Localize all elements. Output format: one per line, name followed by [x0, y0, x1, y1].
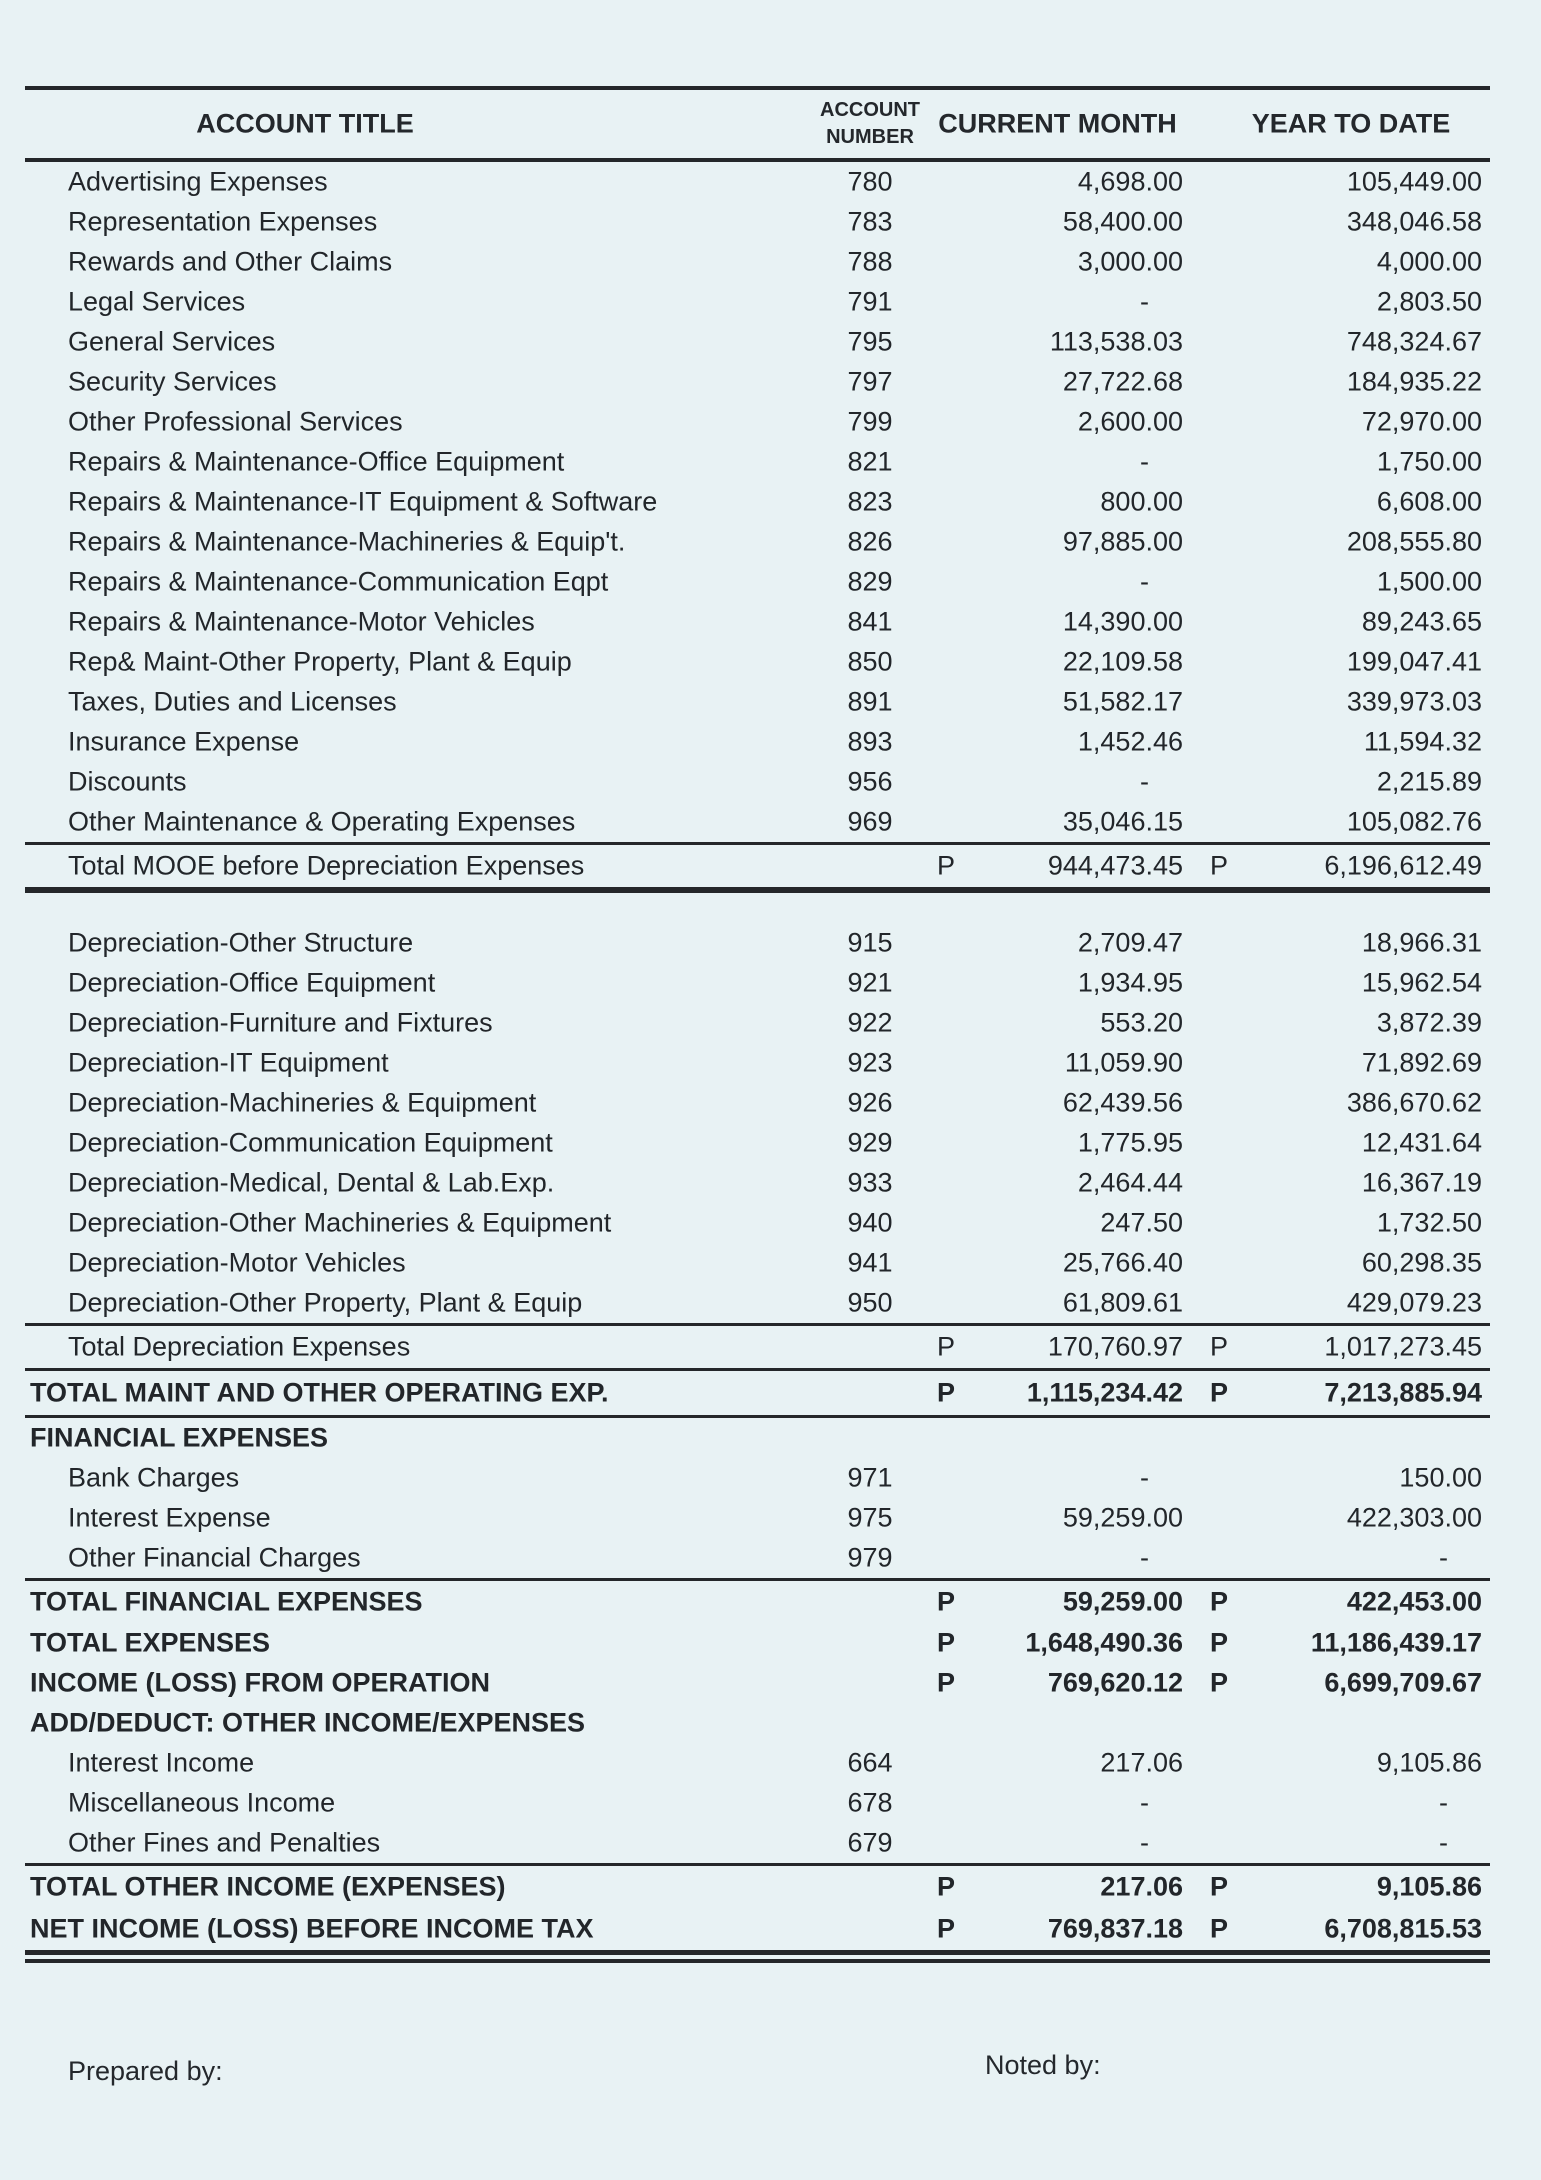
account-number-cell: 969 [847, 806, 893, 837]
account-number-cell: 933 [847, 1167, 893, 1198]
year-to-date-cell: 7,213,885.94 [1324, 1377, 1482, 1408]
peso-symbol-current-month: P [937, 1377, 956, 1408]
year-to-date-cell: 15,962.54 [1361, 967, 1482, 998]
table-row [25, 322, 1490, 362]
year-to-date-cell: 184,935.22 [1346, 366, 1482, 397]
current-month-cell: 217.06 [1100, 1871, 1183, 1902]
peso-symbol-current-month: P [937, 1627, 956, 1658]
peso-symbol-current-month: P [937, 1667, 956, 1698]
table-row [25, 845, 1490, 887]
account-number-cell: 821 [847, 446, 893, 477]
current-month-cell: - [1140, 1462, 1149, 1493]
account-number-cell: 926 [847, 1087, 893, 1118]
current-month-cell: 247.50 [1100, 1207, 1183, 1238]
current-month-cell: 1,452.46 [1077, 726, 1183, 757]
account-title-cell: Advertising Expenses [68, 166, 328, 197]
column-header-account-number-line1: ACCOUNT [820, 99, 920, 121]
year-to-date-cell: 71,892.69 [1361, 1047, 1482, 1078]
current-month-cell: 62,439.56 [1062, 1087, 1183, 1118]
table-row [25, 1243, 1490, 1283]
account-title-cell: Other Fines and Penalties [68, 1827, 381, 1858]
account-title-cell: Insurance Expense [68, 726, 300, 757]
current-month-cell: 58,400.00 [1062, 206, 1183, 237]
account-title-cell: Interest Expense [68, 1502, 271, 1533]
account-title-cell: Miscellaneous Income [68, 1787, 336, 1818]
table-row [25, 1123, 1490, 1163]
expense-table [25, 86, 1490, 1963]
account-title-cell: Depreciation-Other Structure [68, 927, 414, 958]
account-number-cell: 826 [847, 526, 893, 557]
year-to-date-cell: 6,708,815.53 [1324, 1913, 1482, 1944]
year-to-date-cell: 18,966.31 [1361, 927, 1482, 958]
column-header-account-number-line2: NUMBER [826, 126, 914, 148]
account-title-cell: Repairs & Maintenance-Motor Vehicles [68, 606, 535, 637]
year-to-date-cell: 16,367.19 [1361, 1167, 1482, 1198]
year-to-date-cell: 429,079.23 [1346, 1287, 1482, 1318]
year-to-date-cell: 105,449.00 [1346, 166, 1482, 197]
table-row [25, 1703, 1490, 1743]
account-title-cell: Repairs & Maintenance-Communication Eqpt [68, 566, 609, 597]
year-to-date-cell: 748,324.67 [1346, 326, 1482, 357]
current-month-cell: 769,837.18 [1047, 1913, 1183, 1944]
account-number-cell: 664 [847, 1747, 893, 1778]
column-header-current-month: CURRENT MONTH [938, 108, 1177, 139]
account-number-cell: 841 [847, 606, 893, 637]
year-to-date-cell: 6,699,709.67 [1324, 1667, 1482, 1698]
account-title-cell: Other Professional Services [68, 406, 403, 437]
table-row [25, 1538, 1490, 1578]
table-row [25, 602, 1490, 642]
current-month-cell: 3,000.00 [1077, 246, 1183, 277]
year-to-date-cell: 2,215.89 [1376, 766, 1482, 797]
account-title-cell: Total MOOE before Depreciation Expenses [68, 850, 585, 881]
current-month-cell: - [1140, 766, 1149, 797]
account-title-cell: Discounts [68, 766, 187, 797]
account-title-cell: Repairs & Maintenance-IT Equipment & Software [68, 486, 658, 517]
table-row [25, 1003, 1490, 1043]
account-number-cell: 921 [847, 967, 893, 998]
peso-symbol-year-to-date: P [1210, 850, 1229, 881]
current-month-cell: 59,259.00 [1062, 1586, 1183, 1617]
current-month-cell: 61,809.61 [1062, 1287, 1183, 1318]
year-to-date-cell: - [1439, 1787, 1448, 1818]
account-title-cell: TOTAL FINANCIAL EXPENSES [30, 1586, 423, 1617]
year-to-date-cell: 9,105.86 [1376, 1871, 1482, 1902]
year-to-date-cell: 199,047.41 [1346, 646, 1482, 677]
current-month-cell: 22,109.58 [1062, 646, 1183, 677]
account-title-cell: Rep& Maint-Other Property, Plant & Equip [68, 646, 572, 677]
peso-symbol-year-to-date: P [1210, 1913, 1229, 1944]
table-row [25, 242, 1490, 282]
peso-symbol-year-to-date: P [1210, 1377, 1229, 1408]
current-month-cell: 1,934.95 [1077, 967, 1183, 998]
current-month-cell: 14,390.00 [1062, 606, 1183, 637]
peso-symbol-year-to-date: P [1210, 1871, 1229, 1902]
account-number-cell: 923 [847, 1047, 893, 1078]
expense-table-body [25, 162, 1490, 1963]
year-to-date-cell: 4,000.00 [1376, 246, 1482, 277]
current-month-cell: 11,059.90 [1064, 1047, 1183, 1078]
account-number-cell: 893 [847, 726, 893, 757]
account-number-cell: 780 [847, 166, 893, 197]
table-row [25, 1908, 1490, 1950]
year-to-date-cell: - [1439, 1827, 1448, 1858]
table-header [25, 90, 1490, 158]
current-month-cell: 217.06 [1100, 1747, 1183, 1778]
account-title-cell: TOTAL OTHER INCOME (EXPENSES) [30, 1871, 506, 1902]
current-month-cell: 2,709.47 [1077, 927, 1183, 958]
current-month-cell: 1,115,234.42 [1026, 1377, 1183, 1408]
current-month-cell: 170,760.97 [1047, 1331, 1183, 1362]
current-month-cell: 769,620.12 [1047, 1667, 1183, 1698]
account-number-cell: 915 [847, 927, 893, 958]
account-title-cell: Repairs & Maintenance-Machineries & Equip't. [68, 526, 626, 557]
year-to-date-cell: 348,046.58 [1346, 206, 1482, 237]
year-to-date-cell: 60,298.35 [1361, 1247, 1482, 1278]
peso-symbol-year-to-date: P [1210, 1667, 1229, 1698]
year-to-date-cell: 1,017,273.45 [1324, 1331, 1482, 1362]
year-to-date-cell: 2,803.50 [1376, 286, 1482, 317]
account-number-cell: 940 [847, 1207, 893, 1238]
peso-symbol-year-to-date: P [1210, 1331, 1229, 1362]
table-row [25, 1663, 1490, 1703]
table-row [25, 282, 1490, 322]
year-to-date-cell: - [1439, 1542, 1448, 1573]
account-number-cell: 922 [847, 1007, 893, 1038]
account-title-cell: Depreciation-Other Machineries & Equipment [68, 1207, 612, 1238]
account-number-cell: 799 [847, 406, 893, 437]
table-row [25, 682, 1490, 722]
current-month-cell: - [1140, 1542, 1149, 1573]
account-number-cell: 950 [847, 1287, 893, 1318]
table-row [25, 802, 1490, 842]
account-title-cell: Depreciation-Motor Vehicles [68, 1247, 406, 1278]
table-row [25, 642, 1490, 682]
current-month-cell: 97,885.00 [1062, 526, 1183, 557]
peso-symbol-current-month: P [937, 1331, 956, 1362]
table-row [25, 1783, 1490, 1823]
account-title-cell: Depreciation-Machineries & Equipment [68, 1087, 537, 1118]
account-number-cell: 678 [847, 1787, 893, 1818]
current-month-cell: - [1140, 1827, 1149, 1858]
account-number-cell: 829 [847, 566, 893, 597]
current-month-cell: 944,473.45 [1047, 850, 1183, 881]
year-to-date-cell: 89,243.65 [1361, 606, 1482, 637]
account-number-cell: 823 [847, 486, 893, 517]
table-row [25, 1371, 1490, 1415]
table-row [25, 562, 1490, 602]
table-row [25, 923, 1490, 963]
year-to-date-cell: 386,670.62 [1346, 1087, 1482, 1118]
current-month-cell: 553.20 [1100, 1007, 1183, 1038]
account-number-cell: 891 [847, 686, 893, 717]
year-to-date-cell: 12,431.64 [1361, 1127, 1482, 1158]
account-title-cell: TOTAL MAINT AND OTHER OPERATING EXP. [30, 1377, 609, 1408]
table-row [25, 482, 1490, 522]
account-number-cell: 941 [847, 1247, 893, 1278]
account-number-cell: 788 [847, 246, 893, 277]
account-title-cell: Depreciation-Communication Equipment [68, 1127, 553, 1158]
table-rule-double [25, 1950, 1490, 1963]
current-month-cell: 27,722.68 [1062, 366, 1183, 397]
account-number-cell: 850 [847, 646, 893, 677]
account-title-cell: Interest Income [68, 1747, 255, 1778]
table-row [25, 1498, 1490, 1538]
year-to-date-cell: 72,970.00 [1361, 406, 1482, 437]
year-to-date-cell: 11,594.32 [1363, 726, 1482, 757]
account-number-cell: 783 [847, 206, 893, 237]
table-row [25, 963, 1490, 1003]
account-number-cell: 791 [847, 286, 893, 317]
account-title-cell: Representation Expenses [68, 206, 378, 237]
table-row [25, 1043, 1490, 1083]
year-to-date-cell: 1,500.00 [1376, 566, 1482, 597]
table-row [25, 1418, 1490, 1458]
current-month-cell: 113,538.03 [1049, 326, 1183, 357]
account-number-cell: 956 [847, 766, 893, 797]
table-row [25, 1823, 1490, 1863]
column-header-year-to-date: YEAR TO DATE [1251, 108, 1451, 139]
account-title-cell: NET INCOME (LOSS) BEFORE INCOME TAX [30, 1913, 594, 1944]
account-title-cell: Total Depreciation Expenses [68, 1331, 411, 1362]
year-to-date-cell: 208,555.80 [1346, 526, 1482, 557]
table-row [25, 1623, 1490, 1663]
table-row [25, 442, 1490, 482]
current-month-cell: - [1140, 286, 1149, 317]
account-number-cell: 795 [847, 326, 893, 357]
table-row [25, 1458, 1490, 1498]
table-row [25, 762, 1490, 802]
account-title-cell: Bank Charges [68, 1462, 240, 1493]
current-month-cell: 800.00 [1100, 486, 1183, 517]
account-title-cell: Security Services [68, 366, 277, 397]
peso-symbol-year-to-date: P [1210, 1627, 1229, 1658]
table-row [25, 402, 1490, 442]
account-title-cell: Rewards and Other Claims [68, 246, 393, 277]
table-row [25, 1326, 1490, 1368]
table-row [25, 1866, 1490, 1908]
account-number-cell: 929 [847, 1127, 893, 1158]
table-row [25, 1743, 1490, 1783]
current-month-cell: - [1140, 1787, 1149, 1818]
table-row [25, 1083, 1490, 1123]
account-number-cell: 979 [847, 1542, 893, 1573]
account-number-cell: 975 [847, 1502, 893, 1533]
current-month-cell: 51,582.17 [1062, 686, 1183, 717]
account-title-cell: Repairs & Maintenance-Office Equipment [68, 446, 565, 477]
current-month-cell: 25,766.40 [1062, 1247, 1183, 1278]
table-row [25, 722, 1490, 762]
current-month-cell: - [1140, 446, 1149, 477]
table-row [25, 162, 1490, 202]
column-header-account-title: ACCOUNT TITLE [196, 108, 414, 139]
table-row [25, 522, 1490, 562]
year-to-date-cell: 9,105.86 [1376, 1747, 1482, 1778]
account-title-cell: General Services [68, 326, 276, 357]
account-title-cell: Other Financial Charges [68, 1542, 361, 1573]
account-title-cell: Depreciation-Furniture and Fixtures [68, 1007, 493, 1038]
year-to-date-cell: 422,303.00 [1346, 1502, 1482, 1533]
account-title-cell: Depreciation-IT Equipment [68, 1047, 389, 1078]
year-to-date-cell: 3,872.39 [1376, 1007, 1482, 1038]
account-title-cell: Depreciation-Other Property, Plant & Equip [68, 1287, 583, 1318]
account-title-cell: ADD/DEDUCT: OTHER INCOME/EXPENSES [30, 1707, 586, 1738]
table-row [25, 1283, 1490, 1323]
year-to-date-cell: 6,608.00 [1376, 486, 1482, 517]
account-number-cell: 679 [847, 1827, 893, 1858]
year-to-date-cell: 422,453.00 [1346, 1586, 1482, 1617]
year-to-date-cell: 1,750.00 [1376, 446, 1482, 477]
current-month-cell: 2,600.00 [1077, 406, 1183, 437]
year-to-date-cell: 11,186,439.17 [1310, 1627, 1482, 1658]
current-month-cell: 35,046.15 [1062, 806, 1183, 837]
year-to-date-cell: 6,196,612.49 [1324, 850, 1482, 881]
year-to-date-cell: 1,732.50 [1376, 1207, 1482, 1238]
table-row [25, 1581, 1490, 1623]
current-month-cell: 2,464.44 [1077, 1167, 1183, 1198]
account-number-cell: 971 [847, 1462, 893, 1493]
peso-symbol-year-to-date: P [1210, 1586, 1229, 1617]
year-to-date-cell: 339,973.03 [1346, 686, 1482, 717]
peso-symbol-current-month: P [937, 1871, 956, 1902]
year-to-date-cell: 150.00 [1399, 1462, 1482, 1493]
account-title-cell: FINANCIAL EXPENSES [30, 1422, 329, 1453]
year-to-date-cell: 105,082.76 [1346, 806, 1482, 837]
account-title-cell: Other Maintenance & Operating Expenses [68, 806, 576, 837]
table-row [25, 362, 1490, 402]
account-title-cell: TOTAL EXPENSES [30, 1627, 271, 1658]
account-title-cell: Legal Services [68, 286, 246, 317]
account-title-cell: Depreciation-Medical, Dental & Lab.Exp. [68, 1167, 555, 1198]
peso-symbol-current-month: P [937, 850, 956, 881]
peso-symbol-current-month: P [937, 1586, 956, 1617]
account-title-cell: Depreciation-Office Equipment [68, 967, 436, 998]
peso-symbol-current-month: P [937, 1913, 956, 1944]
table-row [25, 202, 1490, 242]
table-spacer [25, 893, 1490, 923]
noted-by-label: Noted by: [985, 2050, 1101, 2080]
current-month-cell: 1,648,490.36 [1025, 1627, 1183, 1658]
account-title-cell: INCOME (LOSS) FROM OPERATION [30, 1667, 490, 1698]
table-row [25, 1163, 1490, 1203]
current-month-cell: 4,698.00 [1077, 166, 1183, 197]
account-title-cell: Taxes, Duties and Licenses [68, 686, 397, 717]
prepared-by-label: Prepared by: [68, 2056, 223, 2086]
current-month-cell: - [1140, 566, 1149, 597]
table-row [25, 1203, 1490, 1243]
account-number-cell: 797 [847, 366, 893, 397]
current-month-cell: 1,775.95 [1077, 1127, 1183, 1158]
current-month-cell: 59,259.00 [1062, 1502, 1183, 1533]
